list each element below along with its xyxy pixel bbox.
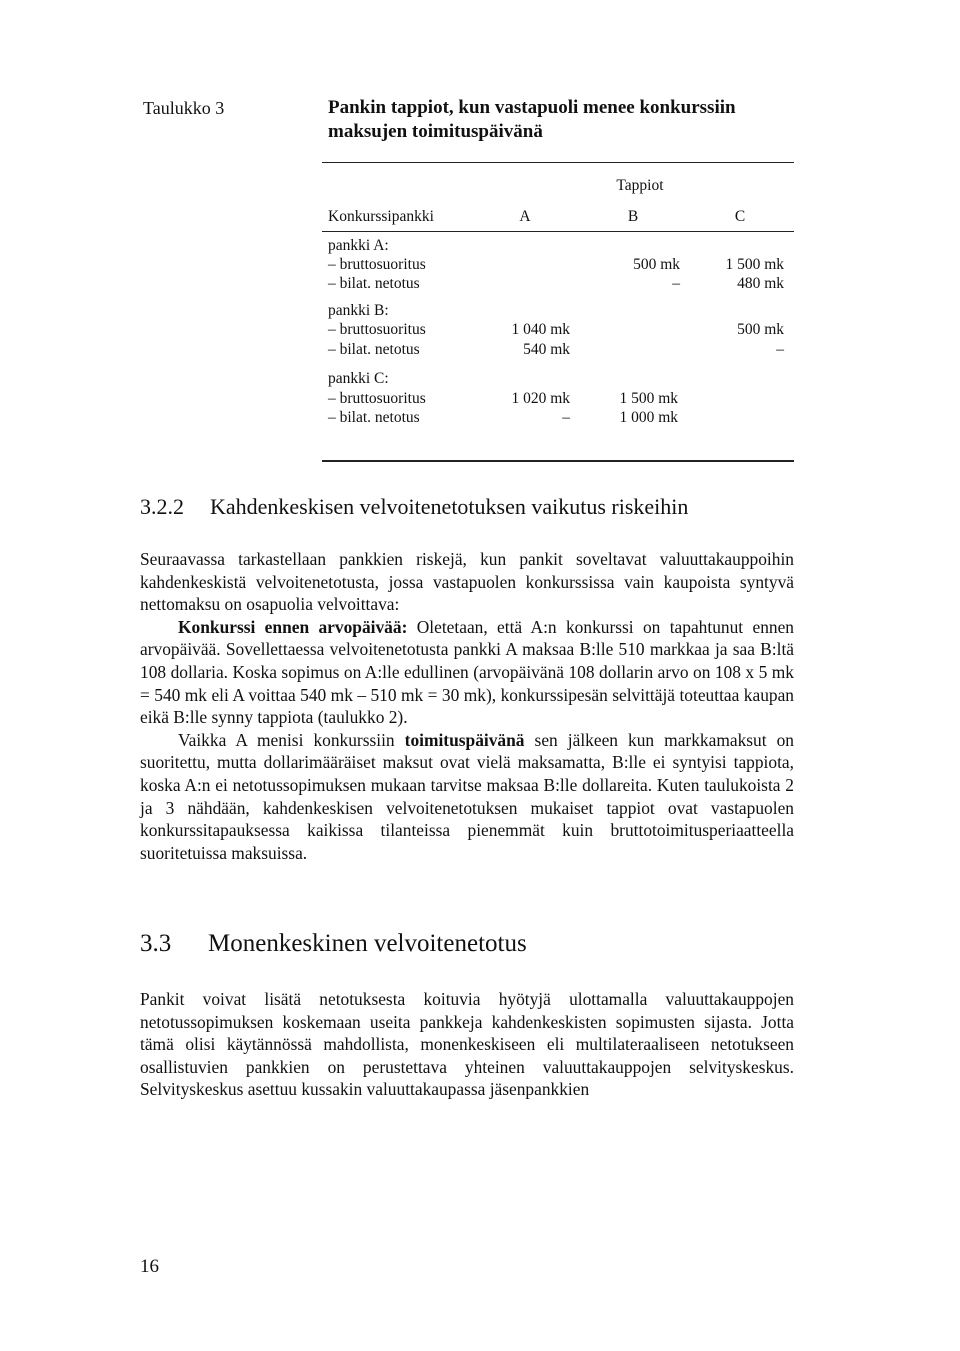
table-label: Taulukko 3 [143, 98, 225, 118]
section-number: 3.3 [140, 930, 172, 957]
cell-c: – [776, 341, 784, 358]
row-label: – bilat. netotus [328, 409, 420, 426]
cell-c: 480 mk [737, 275, 784, 292]
row-label: – bruttosuoritus [328, 256, 426, 273]
col-header-a: A [519, 208, 531, 225]
row-label: – bruttosuoritus [328, 321, 426, 338]
row-label: – bruttosuoritus [328, 390, 426, 407]
group-name: pankki B: [328, 302, 389, 319]
section-322-heading [140, 494, 688, 520]
table-top-rule [322, 162, 794, 163]
group-name: pankki A: [328, 237, 389, 254]
section-number: 3.2.2 [140, 494, 184, 519]
table-title: Pankin tappiot, kun vastapuoli menee konkurssiin maksujen toimituspäivänä [328, 97, 736, 142]
cell-b: – [672, 275, 680, 292]
cell-b: 500 mk [633, 256, 680, 273]
table-header-rule [322, 231, 794, 232]
paragraph: Seuraavassa tarkastellaan pankkien riskejä, kun pankit soveltavat valuuttakauppoihin kahdenkeskistä velvoitenetotusta, jossa vastapuolen konkurssissa vain kaupoista syntyvä nettomaksu on osapuolia velvoittava: [140, 549, 794, 615]
section-322-body [140, 548, 794, 864]
cell-c: 1 500 mk [725, 256, 784, 273]
table-bottom-rule [322, 460, 794, 462]
cell-a: 1 040 mk [511, 321, 570, 338]
col-header-bank: Konkurssipankki [328, 208, 434, 225]
col-header-b: B [627, 208, 639, 225]
paragraph-lead: Konkurssi ennen arvopäivää: [178, 616, 408, 637]
cell-b: 1 500 mk [619, 390, 678, 407]
cell-c: 500 mk [737, 321, 784, 338]
row-label: – bilat. netotus [328, 275, 420, 292]
paragraph-text: sen jälkeen kun markkamaksut on suoritettu, mutta dollarimääräiset maksut ovat vielä maksamatta, B:lle ei syntyisi tappiota, koska A:n ei netotussopimuksen mukaan tarvitse maksaa B:lle dollareita. Kuten taulukoista 2 ja 3 nähdään, kahdenkeskisen velvoitenetotuksen mukaiset tappiot ovat vastapuolen konkurssitapauksessa kaikissa tilanteissa pienemmät kuin bruttotoimitusperiaatteella suoritetuissa maksuissa. [140, 729, 794, 863]
paragraph-text: Vaikka A menisi konkurssiin [178, 729, 405, 750]
paragraph-emphasis: toimituspäivänä [404, 729, 525, 750]
page-number: 16 [140, 1256, 159, 1277]
paragraph: Pankit voivat lisätä netotuksesta koituvia hyötyjä ulottamalla valuuttakauppojen netotussopimuksen koskemaan useita pankkeja kahdenkeskisten sopimusten sijasta. Jotta tämä olisi käytännössä mahdollista, monenkeskiseen eli multilateraaliseen netotukseen osallistuvien pankkien on perustettava yhteinen valuuttakauppojen selvityskeskus. Selvityskeskus asettuu kussakin valuuttakaupassa jäsenpankkien [140, 989, 794, 1100]
group-name: pankki C: [328, 370, 389, 387]
col-header-c: C [734, 208, 746, 225]
section-title: Kahdenkeskisen velvoitenetotuksen vaikutus riskeihin [210, 494, 689, 519]
paragraph [140, 729, 794, 865]
group-header: Tappiot [616, 177, 664, 194]
cell-a: 1 020 mk [511, 390, 570, 407]
cell-b: 1 000 mk [619, 409, 678, 426]
section-33-heading [140, 930, 527, 958]
section-33-body [140, 988, 794, 1101]
paragraph-text: Oletetaan, että A:n konkurssi on tapahtunut ennen arvopäivää. Sovellettaessa velvoitenetotusta pankki A maksaa B:lle 510 markkaa ja saa B:ltä 108 dollaria. Koska sopimus on A:lle edullinen (arvopäivänä 108 dollarin arvo on 108 x 5 mk = 540 mk eli A voittaa 540 mk – 510 mk = 30 mk), konkurssipesän selvittäjä toteuttaa kaupan eikä B:lle synny tappiota (taulukko 2). [140, 616, 795, 728]
row-label: – bilat. netotus [328, 341, 420, 358]
paragraph [140, 616, 794, 729]
cell-a: – [562, 409, 570, 426]
cell-a: 540 mk [523, 341, 570, 358]
section-title: Monenkeskinen velvoitenetotus [208, 930, 527, 957]
